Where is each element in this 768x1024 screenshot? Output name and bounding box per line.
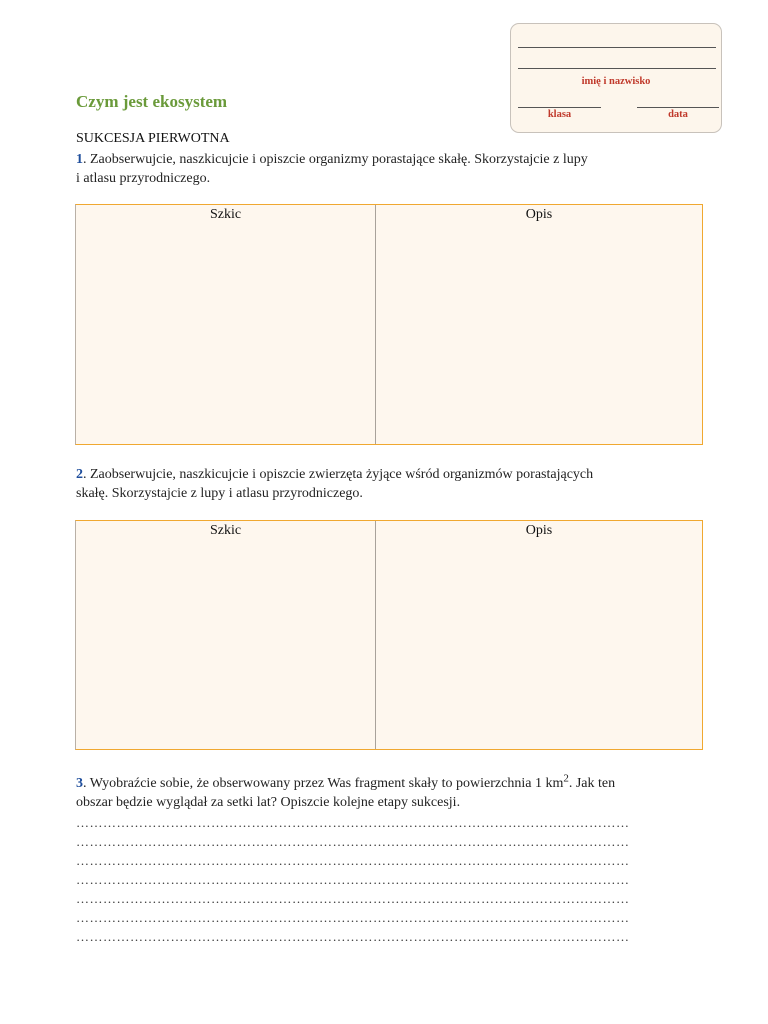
table-1-description-header: Opis <box>525 207 553 222</box>
date-label: data <box>668 109 688 120</box>
task-1-text <box>76 150 706 188</box>
task-2-line-1: . Zaobserwujcie, naszkicujcie i opiszcie zwierzęta żyjące wśród organizmów porastających <box>83 467 594 482</box>
date-line[interactable] <box>637 107 719 108</box>
class-label: klasa <box>547 109 572 120</box>
name-label: imię i nazwisko <box>581 76 651 87</box>
name-line-2[interactable] <box>518 68 716 69</box>
task-3-number: 3 <box>76 776 83 791</box>
task-3-text <box>76 774 706 812</box>
answer-line[interactable]: …………………………………………………………………………………………………………… <box>76 891 630 906</box>
answer-line[interactable]: …………………………………………………………………………………………………………… <box>76 910 630 925</box>
task-3-line-2: obszar będzie wyglądał za setki lat? Opiszcie kolejne etapy sukcesji. <box>76 795 461 810</box>
task-3-superscript: 2 <box>563 772 569 785</box>
page-title: Czym jest ekosystem <box>76 92 228 111</box>
answer-line[interactable]: …………………………………………………………………………………………………………… <box>76 815 630 830</box>
answer-line[interactable]: …………………………………………………………………………………………………………… <box>76 929 630 944</box>
table-2-sketch-header: Szkic <box>209 523 242 538</box>
table-1-sketch-header: Szkic <box>209 207 242 222</box>
sketch-table-1 <box>75 204 703 445</box>
section-heading: SUKCESJA PIERWOTNA <box>76 131 230 146</box>
table-1-divider <box>375 205 376 444</box>
table-2-description-header: Opis <box>525 523 553 538</box>
answer-line[interactable]: …………………………………………………………………………………………………………… <box>76 872 630 887</box>
answer-line[interactable]: …………………………………………………………………………………………………………… <box>76 853 630 868</box>
name-line-1[interactable] <box>518 47 716 48</box>
task-1-number: 1 <box>76 152 83 167</box>
class-line[interactable] <box>518 107 601 108</box>
answer-line[interactable]: …………………………………………………………………………………………………………… <box>76 834 630 849</box>
task-1-line-2: i atlasu przyrodniczego. <box>76 171 211 186</box>
task-2-text <box>76 465 706 503</box>
task-2-line-2: skałę. Skorzystajcie z lupy i atlasu przyrodniczego. <box>76 486 363 501</box>
task-3-line-1a: . Wyobraźcie sobie, że obserwowany przez Was fragment skały to powierzchnia 1 km <box>83 776 564 791</box>
task-3-line-1b: . Jak ten <box>568 776 616 791</box>
table-2-divider <box>375 521 376 749</box>
task-1-line-1: . Zaobserwujcie, naszkicujcie i opiszcie organizmy porastające skałę. Skorzystajcie z lupy <box>83 152 588 167</box>
student-info-box <box>510 23 722 133</box>
task-2-number: 2 <box>76 467 83 482</box>
sketch-table-2 <box>75 520 703 750</box>
